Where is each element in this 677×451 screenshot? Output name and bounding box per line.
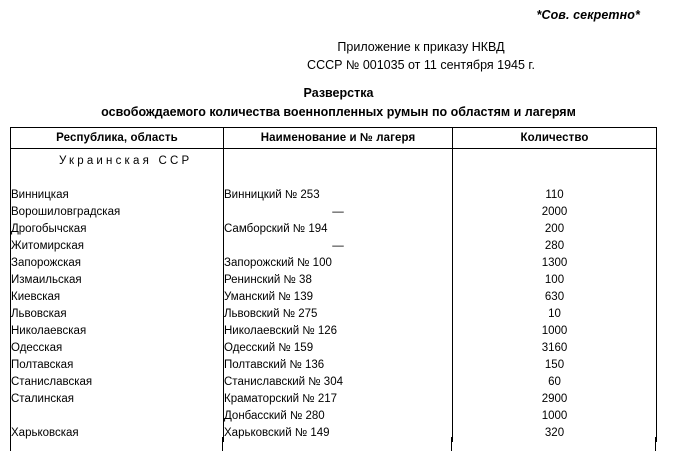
cell-quantity: 150	[453, 357, 657, 374]
table-row	[11, 306, 657, 323]
cell-quantity: 200	[453, 221, 657, 238]
table-row	[11, 357, 657, 374]
cell-camp: Уманский № 139	[224, 289, 453, 306]
spacer-cell-camp	[224, 174, 453, 187]
cell-quantity: 3160	[453, 340, 657, 357]
cell-region: Харьковская	[11, 425, 224, 442]
allocation-table	[10, 127, 657, 442]
cell-quantity: 1000	[453, 323, 657, 340]
table-row	[11, 221, 657, 238]
cell-quantity: 110	[453, 187, 657, 204]
table-row	[11, 340, 657, 357]
cell-quantity: 100	[453, 272, 657, 289]
spacer-cell-region	[11, 174, 224, 187]
table-row	[11, 408, 657, 425]
cell-region: Ворошиловградская	[11, 204, 224, 221]
cell-region: Одесская	[11, 340, 224, 357]
cell-camp: Запорожский № 100	[224, 255, 453, 272]
cell-camp: —	[224, 238, 453, 255]
spacer-cell-qty	[453, 174, 657, 187]
cell-camp: Харьковский № 149	[224, 425, 453, 442]
cell-quantity: 10	[453, 306, 657, 323]
table-row	[11, 391, 657, 408]
cell-region: Станиславская	[11, 374, 224, 391]
allocation-table-wrapper	[10, 127, 656, 442]
section-qty-empty	[453, 149, 657, 175]
cell-camp: Одесский № 159	[224, 340, 453, 357]
table-row	[11, 289, 657, 306]
cell-region: Запорожская	[11, 255, 224, 272]
cell-quantity: 60	[453, 374, 657, 391]
table-bottom-bleed	[10, 437, 656, 451]
table-border-left	[10, 437, 11, 451]
section-label: Украинская ССР	[11, 149, 224, 175]
table-row	[11, 272, 657, 289]
cell-quantity: 2000	[453, 204, 657, 221]
table-header	[11, 128, 657, 149]
cell-quantity: 2900	[453, 391, 657, 408]
cell-region: Львовская	[11, 306, 224, 323]
cell-camp: Винницкий № 253	[224, 187, 453, 204]
appendix-reference	[0, 38, 677, 74]
section-camp-empty	[224, 149, 453, 175]
classification-stamp: *Сов. секретно*	[536, 8, 640, 22]
table-divider-two	[451, 437, 452, 451]
table-row	[11, 374, 657, 391]
cell-region: Киевская	[11, 289, 224, 306]
table-row	[11, 238, 657, 255]
column-header-region: Республика, область	[11, 128, 224, 149]
document-title	[0, 84, 677, 122]
cell-region: Сталинская	[11, 391, 224, 408]
cell-camp: Самборский № 194	[224, 221, 453, 238]
appendix-line-1: Приложение к приказу НКВД	[337, 40, 505, 54]
cell-quantity: 320	[453, 425, 657, 442]
cell-camp: Львовский № 275	[224, 306, 453, 323]
cell-region: Житомирская	[11, 238, 224, 255]
cell-region: Полтавская	[11, 357, 224, 374]
document-title-line-2: освобождаемого количества военнопленных румын по областям и лагерям	[101, 105, 576, 119]
appendix-line-2: СССР № 001035 от 11 сентября 1945 г.	[307, 58, 535, 72]
cell-camp: Краматорский № 217	[224, 391, 453, 408]
column-header-camp: Наименование и № лагеря	[224, 128, 453, 149]
table-row	[11, 323, 657, 340]
cell-region: Измаильская	[11, 272, 224, 289]
cell-region: Николаевская	[11, 323, 224, 340]
table-border-right	[655, 437, 656, 451]
cell-camp: Ренинский № 38	[224, 272, 453, 289]
cell-quantity: 280	[453, 238, 657, 255]
cell-region: Дрогобычская	[11, 221, 224, 238]
table-header-row	[11, 128, 657, 149]
cell-camp: Станиславский № 304	[224, 374, 453, 391]
table-spacer-row	[11, 174, 657, 187]
cell-region	[11, 408, 224, 425]
cell-quantity: 1300	[453, 255, 657, 272]
table-divider-one	[222, 437, 223, 451]
table-body	[11, 149, 657, 443]
cell-quantity: 630	[453, 289, 657, 306]
cell-camp: Донбасский № 280	[224, 408, 453, 425]
table-row	[11, 187, 657, 204]
table-row	[11, 255, 657, 272]
cell-quantity: 1000	[453, 408, 657, 425]
table-row	[11, 204, 657, 221]
cell-region: Винницкая	[11, 187, 224, 204]
cell-camp: Николаевский № 126	[224, 323, 453, 340]
document-title-line-1: Разверстка	[303, 86, 374, 100]
cell-camp: —	[224, 204, 453, 221]
table-section-row	[11, 149, 657, 175]
column-header-quantity: Количество	[453, 128, 657, 149]
cell-camp: Полтавский № 136	[224, 357, 453, 374]
